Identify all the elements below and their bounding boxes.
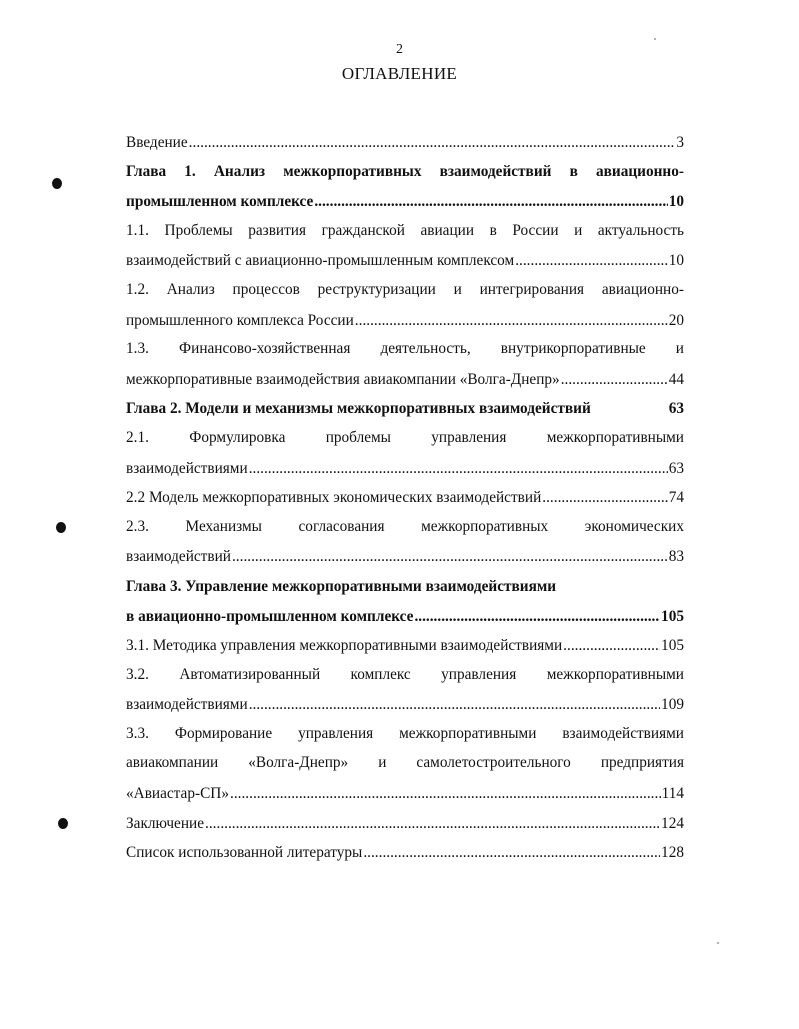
toc-entry-references[interactable] xyxy=(126,832,684,862)
toc-entry-1-3[interactable] xyxy=(126,359,684,389)
dot-leader xyxy=(249,460,668,478)
toc-entry-1-3-line[interactable]: 1.3. Финансово-хозяйственная деятельность, внутрикорпоративные и xyxy=(126,340,684,358)
dot-leader xyxy=(205,815,660,833)
toc-entry-3-3[interactable] xyxy=(126,773,684,803)
binding-hole-mark xyxy=(56,522,66,533)
toc-entry-page: 128 xyxy=(661,844,684,862)
toc-entry-1-2-line[interactable]: 1.2. Анализ процессов реструктуризации и интегрирования авиационно- xyxy=(126,280,684,298)
toc-entry-title: 3.1. Методика управления межкорпоративными взаимодействиями xyxy=(126,637,563,655)
toc-entry-page: 105 xyxy=(661,637,684,655)
dot-leader xyxy=(249,696,660,714)
toc-entry-2-3-line[interactable]: 2.3. Механизмы согласования межкорпоративных экономических xyxy=(126,517,684,535)
toc-entry-page: 20 xyxy=(668,311,684,329)
dot-leader xyxy=(515,252,668,270)
table-of-contents xyxy=(126,122,684,862)
toc-entry-chapter-3-line[interactable] xyxy=(126,566,684,596)
toc-entry-page: 63 xyxy=(668,400,684,418)
toc-entry-1-1-line[interactable]: 1.1. Проблемы развития гражданской авиации в России и актуальность xyxy=(126,221,684,239)
scan-speck xyxy=(654,38,656,40)
toc-entry-title: Список использованной литературы xyxy=(126,844,363,862)
toc-entry-chapter-3[interactable] xyxy=(126,596,684,626)
toc-entry-title: промышленного комплекса России xyxy=(126,311,354,329)
dot-leader xyxy=(563,637,660,655)
toc-entry-3-2[interactable] xyxy=(126,684,684,714)
toc-entry-chapter-2[interactable] xyxy=(126,388,684,418)
toc-entry-1-2[interactable] xyxy=(126,300,684,330)
page-number: 2 xyxy=(396,42,403,57)
toc-entry-page: 44 xyxy=(668,370,684,388)
toc-entry-chapter-1[interactable] xyxy=(126,181,684,211)
toc-entry-title: взаимодействиями xyxy=(126,459,248,477)
toc-entry-2-3[interactable] xyxy=(126,536,684,566)
dot-leader xyxy=(414,608,660,626)
toc-entry-title: в авиационно-промышленном комплексе xyxy=(126,607,414,625)
binding-hole-mark xyxy=(58,818,68,829)
dot-leader xyxy=(542,489,667,507)
toc-entry-3-1[interactable] xyxy=(126,625,684,655)
toc-entry-title: 2.2 Модель межкорпоративных экономических взаимодействий xyxy=(126,489,542,507)
toc-entry-page: 10 xyxy=(668,193,684,211)
dot-leader xyxy=(232,548,668,566)
toc-entry-title: Заключение xyxy=(126,814,205,832)
dot-leader xyxy=(230,785,661,803)
toc-entry-2-2[interactable] xyxy=(126,477,684,507)
toc-entry-conclusion[interactable] xyxy=(126,803,684,833)
toc-entry-page: 105 xyxy=(661,607,684,625)
toc-entry-page: 109 xyxy=(661,696,684,714)
dot-leader xyxy=(561,371,668,389)
toc-entry-page: 63 xyxy=(668,459,684,477)
scan-speck xyxy=(717,942,719,944)
toc-entry-2-1[interactable] xyxy=(126,448,684,478)
toc-entry-3-3-line[interactable]: авиакомпании «Волга-Днепр» и самолетостроительного предприятия xyxy=(126,754,684,772)
toc-entry-title: взаимодействиями xyxy=(126,696,248,714)
toc-entry-title: «Авиастар-СП» xyxy=(126,785,229,803)
dot-leader xyxy=(314,193,667,211)
dot-leader xyxy=(363,844,660,862)
toc-entry-page: 10 xyxy=(668,252,684,270)
toc-entry-title: взаимодействий xyxy=(126,548,231,566)
dot-leader xyxy=(355,312,668,330)
toc-entry-title: взаимодействий с авиационно-промышленным комплексом xyxy=(126,252,515,270)
toc-entry-page: 3 xyxy=(676,134,684,152)
toc-entry-3-2-line[interactable]: 3.2. Автоматизированный комплекс управления межкорпоративными xyxy=(126,665,684,683)
toc-entry-3-3-line[interactable]: 3.3. Формирование управления межкорпоративными взаимодействиями xyxy=(126,724,684,742)
page-title: ОГЛАВЛЕНИЕ xyxy=(341,64,458,83)
dot-leader xyxy=(189,134,676,152)
toc-entry-1-1[interactable] xyxy=(126,240,684,270)
toc-entry-title: Глава 3. Управление межкорпоративными взаимодействиями xyxy=(126,577,557,595)
binding-hole-mark xyxy=(52,178,62,189)
toc-entry-page: 114 xyxy=(661,785,684,803)
toc-entry-intro[interactable] xyxy=(126,122,684,152)
toc-entry-chapter-1-line[interactable]: Глава 1. Анализ межкорпоративных взаимодействий в авиационно- xyxy=(126,162,684,180)
toc-entry-title: Введение xyxy=(126,134,188,152)
toc-entry-title: Глава 2. Модели и механизмы межкорпоративных взаимодействий xyxy=(126,400,591,418)
toc-entry-2-1-line[interactable]: 2.1. Формулировка проблемы управления межкорпоративными xyxy=(126,428,684,446)
toc-entry-page: 124 xyxy=(661,814,684,832)
toc-entry-page: 74 xyxy=(668,489,684,507)
toc-entry-title: межкорпоративные взаимодействия авиакомпании «Волга-Днепр» xyxy=(126,370,560,388)
toc-entry-title: промышленном комплексе xyxy=(126,193,314,211)
toc-entry-page: 83 xyxy=(668,548,684,566)
